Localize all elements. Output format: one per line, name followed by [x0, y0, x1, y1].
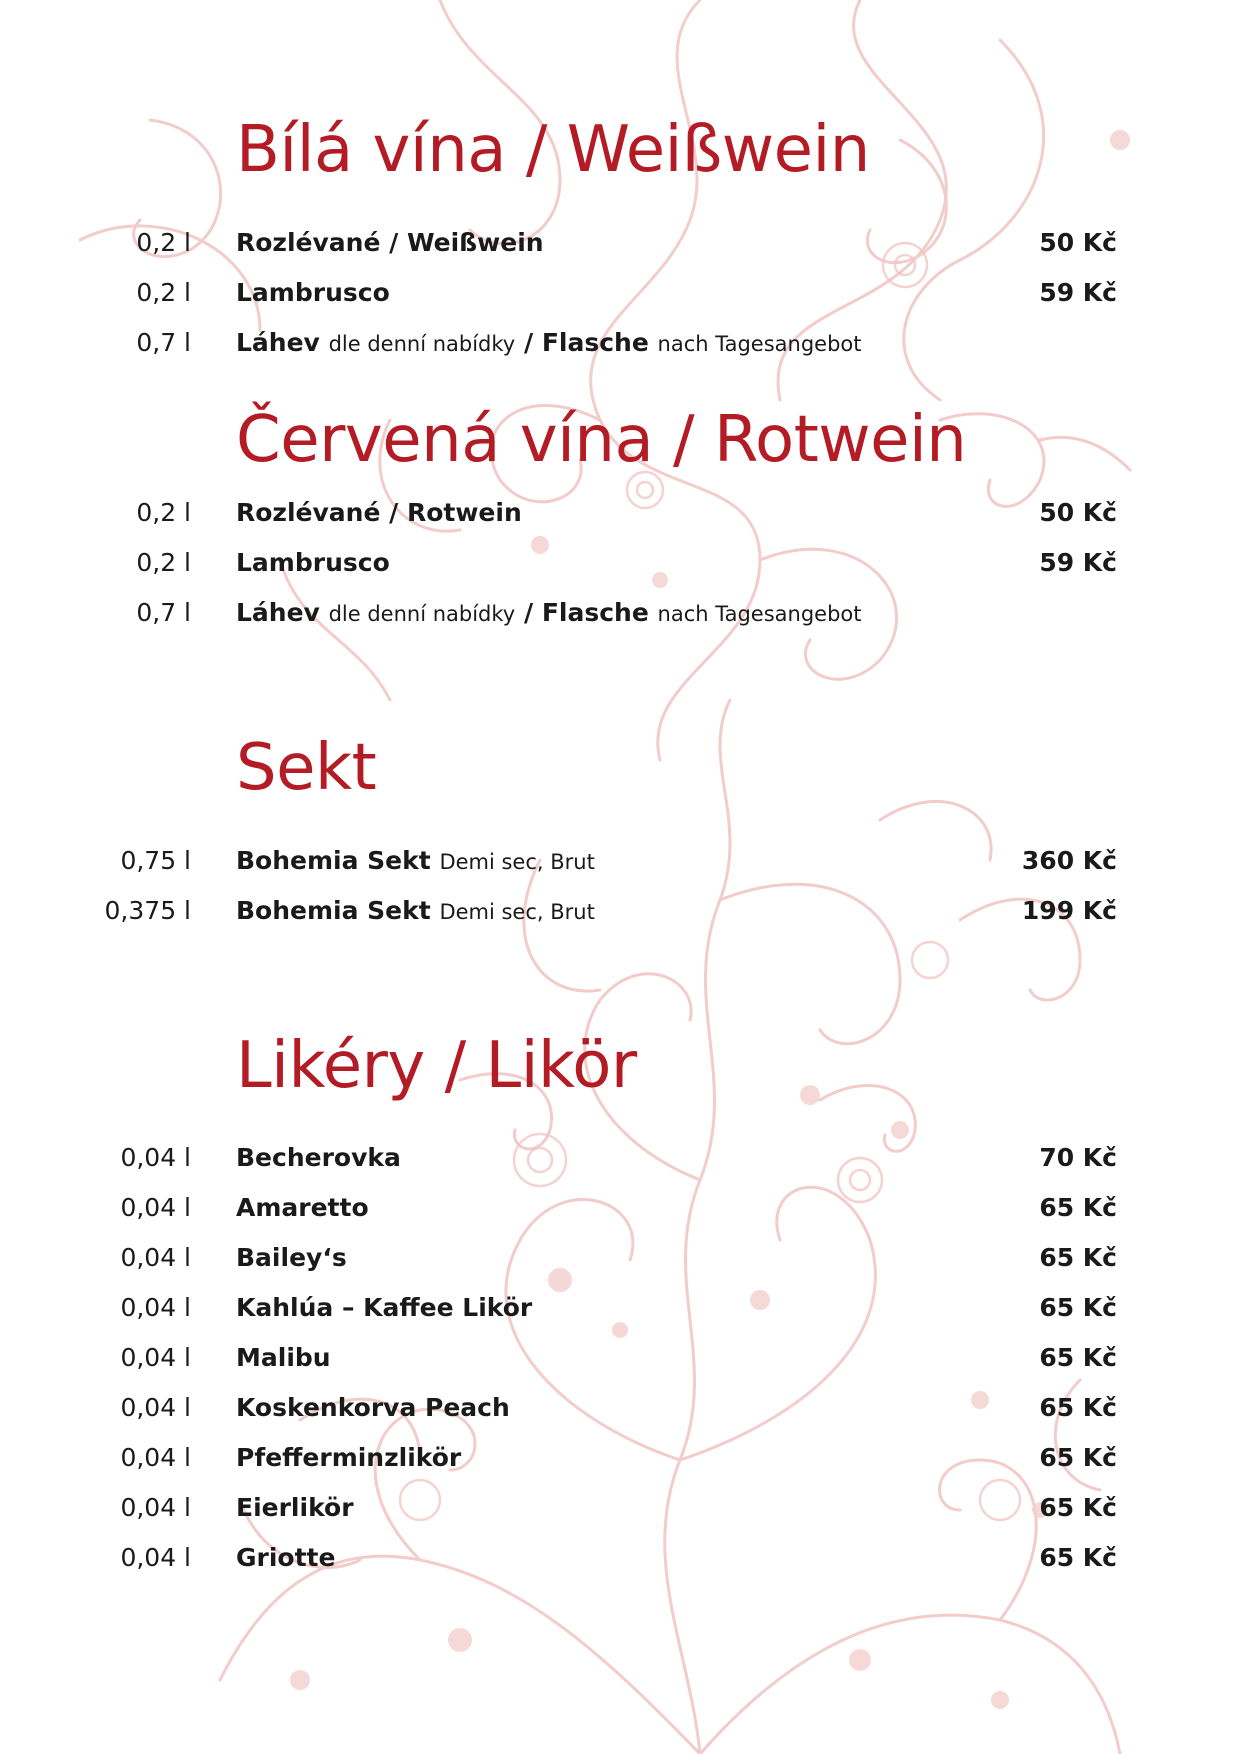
item-name: Lambrusco — [236, 278, 390, 307]
item-price: 65 Kč — [1039, 1243, 1117, 1272]
item-price: 59 Kč — [1039, 278, 1117, 307]
item-note-cz: dle denní nabídky — [328, 602, 516, 626]
item-name-de: Flasche — [541, 598, 649, 627]
menu-item — [0, 1241, 1241, 1275]
item-name: Bailey‘s — [236, 1243, 347, 1272]
item-volume: 0,375 l — [104, 896, 191, 925]
menu-item — [0, 546, 1241, 580]
item-separator: / — [523, 328, 534, 357]
item-volume: 0,04 l — [120, 1493, 191, 1522]
item-note: Demi sec, Brut — [439, 900, 595, 924]
item-name-cz: Láhev — [236, 598, 320, 627]
menu-item — [0, 1141, 1241, 1175]
item-price: 65 Kč — [1039, 1393, 1117, 1422]
item-volume: 0,04 l — [120, 1543, 191, 1572]
item-name-de: Flasche — [541, 328, 649, 357]
item-price: 50 Kč — [1039, 228, 1117, 257]
item-name: Pfefferminzlikör — [236, 1443, 462, 1472]
menu-item — [0, 1541, 1241, 1575]
item-price: 65 Kč — [1039, 1293, 1117, 1322]
item-volume: 0,04 l — [120, 1443, 191, 1472]
section-title-sekt: Sekt — [236, 731, 377, 805]
menu-item — [0, 226, 1241, 260]
item-name: Koskenkorva Peach — [236, 1393, 510, 1422]
item-volume: 0,04 l — [120, 1143, 191, 1172]
section-title-liqueur: Likéry / Likör — [236, 1029, 637, 1103]
item-price: 59 Kč — [1039, 548, 1117, 577]
menu-item — [0, 276, 1241, 310]
item-name-cz: Láhev — [236, 328, 320, 357]
item-volume: 0,04 l — [120, 1243, 191, 1272]
item-price: 65 Kč — [1039, 1443, 1117, 1472]
item-price: 360 Kč — [1021, 846, 1117, 875]
item-price: 70 Kč — [1039, 1143, 1117, 1172]
menu-item — [0, 326, 1241, 360]
item-volume: 0,2 l — [136, 278, 191, 307]
item-name: Eierlikör — [236, 1493, 354, 1522]
item-note-de: nach Tagesangebot — [657, 332, 862, 356]
item-name-main: Bohemia Sekt — [236, 896, 431, 925]
item-name — [236, 326, 861, 361]
menu-item — [0, 596, 1241, 630]
menu-item — [0, 894, 1241, 928]
item-price: 65 Kč — [1039, 1343, 1117, 1372]
menu-item — [0, 1441, 1241, 1475]
section-title-red-wine: Červená vína / Rotwein — [236, 403, 967, 477]
item-name — [236, 596, 861, 631]
menu-item — [0, 496, 1241, 530]
menu-item — [0, 1391, 1241, 1425]
item-price: 65 Kč — [1039, 1193, 1117, 1222]
item-volume: 0,75 l — [120, 846, 191, 875]
item-price: 65 Kč — [1039, 1493, 1117, 1522]
item-name: Malibu — [236, 1343, 331, 1372]
item-name: Becherovka — [236, 1143, 401, 1172]
item-note-cz: dle denní nabídky — [328, 332, 516, 356]
item-price: 199 Kč — [1021, 896, 1117, 925]
item-price: 50 Kč — [1039, 498, 1117, 527]
item-volume: 0,2 l — [136, 228, 191, 257]
item-volume: 0,04 l — [120, 1343, 191, 1372]
item-name: Rozlévané / Rotwein — [236, 498, 522, 527]
item-price: 65 Kč — [1039, 1543, 1117, 1572]
menu-item — [0, 844, 1241, 878]
item-volume: 0,7 l — [136, 328, 191, 357]
item-volume: 0,04 l — [120, 1193, 191, 1222]
section-title-white-wine: Bílá vína / Weißwein — [236, 113, 870, 187]
menu-item — [0, 1341, 1241, 1375]
item-name: Rozlévané / Weißwein — [236, 228, 544, 257]
item-volume: 0,7 l — [136, 598, 191, 627]
item-note-de: nach Tagesangebot — [657, 602, 862, 626]
item-name: Lambrusco — [236, 548, 390, 577]
item-separator: / — [523, 598, 534, 627]
item-name: Amaretto — [236, 1193, 369, 1222]
item-volume: 0,04 l — [120, 1293, 191, 1322]
item-name: Kahlúa – Kaffee Likör — [236, 1293, 533, 1322]
menu-item — [0, 1291, 1241, 1325]
item-name: Griotte — [236, 1543, 336, 1572]
item-volume: 0,2 l — [136, 498, 191, 527]
menu-item — [0, 1491, 1241, 1525]
item-volume: 0,04 l — [120, 1393, 191, 1422]
menu-item — [0, 1191, 1241, 1225]
item-note: Demi sec, Brut — [439, 850, 595, 874]
item-volume: 0,2 l — [136, 548, 191, 577]
item-name-main: Bohemia Sekt — [236, 846, 431, 875]
item-name — [236, 894, 595, 929]
item-name — [236, 844, 595, 879]
